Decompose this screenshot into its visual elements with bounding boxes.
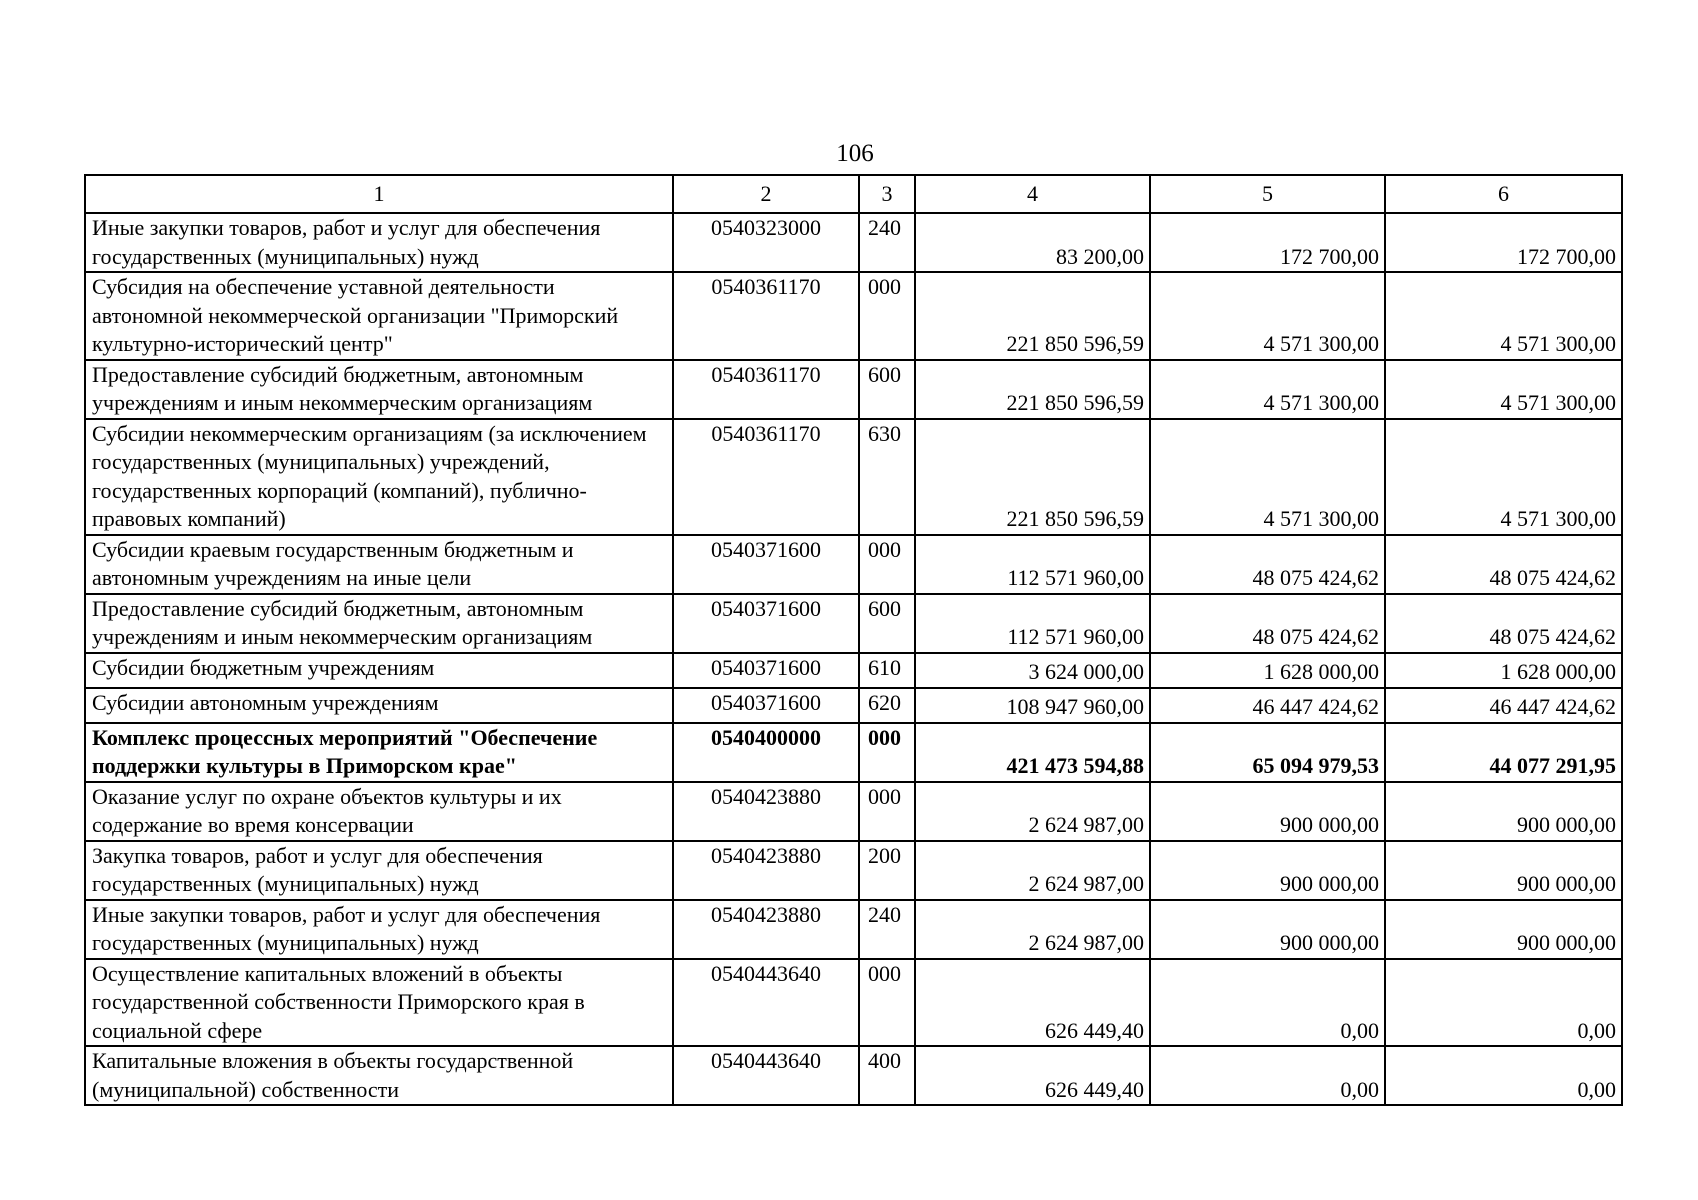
column-header: 3 (859, 175, 915, 213)
row-amount-5-cell: 1 628 000,00 (1150, 653, 1385, 688)
row-group-cell: 000 (859, 782, 915, 841)
row-name-cell: Субсидии бюджетным учреждениям (85, 653, 673, 688)
row-amount-6-cell: 48 075 424,62 (1385, 535, 1622, 594)
row-code-cell: 0540423880 (673, 841, 859, 900)
table-row (85, 841, 1622, 900)
row-code-cell: 0540361170 (673, 419, 859, 535)
column-header: 6 (1385, 175, 1622, 213)
column-header: 4 (915, 175, 1150, 213)
table-row (85, 594, 1622, 653)
row-name-cell: Субсидии автономным учреждениям (85, 688, 673, 723)
row-code-cell: 0540443640 (673, 1046, 859, 1105)
row-code-cell: 0540371600 (673, 653, 859, 688)
row-amount-6-cell: 4 571 300,00 (1385, 360, 1622, 419)
row-group-cell: 000 (859, 959, 915, 1047)
row-amount-6-cell: 1 628 000,00 (1385, 653, 1622, 688)
table-row (85, 360, 1622, 419)
table-row (85, 1046, 1622, 1105)
row-group-cell: 620 (859, 688, 915, 723)
row-code-cell: 0540400000 (673, 723, 859, 782)
table-row (85, 213, 1622, 272)
row-amount-6-cell: 0,00 (1385, 1046, 1622, 1105)
row-code-cell: 0540323000 (673, 213, 859, 272)
row-amount-4-cell: 2 624 987,00 (915, 841, 1150, 900)
row-group-cell: 240 (859, 213, 915, 272)
row-amount-4-cell: 626 449,40 (915, 1046, 1150, 1105)
row-amount-4-cell: 626 449,40 (915, 959, 1150, 1047)
row-code-cell: 0540371600 (673, 535, 859, 594)
row-amount-6-cell: 900 000,00 (1385, 900, 1622, 959)
column-header: 2 (673, 175, 859, 213)
table-row (85, 900, 1622, 959)
row-amount-5-cell: 4 571 300,00 (1150, 419, 1385, 535)
row-group-cell: 000 (859, 723, 915, 782)
row-group-cell: 200 (859, 841, 915, 900)
row-name-cell: Оказание услуг по охране объектов культуры и их содержание во время консервации (85, 782, 673, 841)
row-amount-4-cell: 2 624 987,00 (915, 782, 1150, 841)
row-code-cell: 0540361170 (673, 272, 859, 360)
row-code-cell: 0540423880 (673, 900, 859, 959)
column-header: 5 (1150, 175, 1385, 213)
row-code-cell: 0540443640 (673, 959, 859, 1047)
row-name-cell: Субсидия на обеспечение уставной деятельности автономной некоммерческой организации "Приморский культурно-исторический центр" (85, 272, 673, 360)
row-amount-6-cell: 172 700,00 (1385, 213, 1622, 272)
row-group-cell: 630 (859, 419, 915, 535)
row-name-cell: Осуществление капитальных вложений в объекты государственной собственности Приморского края в социальной сфере (85, 959, 673, 1047)
row-group-cell: 000 (859, 272, 915, 360)
row-name-cell: Капитальные вложения в объекты государственной (муниципальной) собственности (85, 1046, 673, 1105)
row-name-cell: Закупка товаров, работ и услуг для обеспечения государственных (муниципальных) нужд (85, 841, 673, 900)
row-amount-4-cell: 221 850 596,59 (915, 419, 1150, 535)
column-header: 1 (85, 175, 673, 213)
row-amount-6-cell: 4 571 300,00 (1385, 272, 1622, 360)
row-amount-5-cell: 4 571 300,00 (1150, 272, 1385, 360)
row-group-cell: 600 (859, 594, 915, 653)
row-amount-4-cell: 221 850 596,59 (915, 272, 1150, 360)
row-code-cell: 0540371600 (673, 688, 859, 723)
row-amount-5-cell: 48 075 424,62 (1150, 535, 1385, 594)
row-amount-4-cell: 112 571 960,00 (915, 594, 1150, 653)
row-amount-4-cell: 421 473 594,88 (915, 723, 1150, 782)
row-amount-5-cell: 0,00 (1150, 1046, 1385, 1105)
row-amount-5-cell: 65 094 979,53 (1150, 723, 1385, 782)
row-amount-5-cell: 172 700,00 (1150, 213, 1385, 272)
row-name-cell: Субсидии некоммерческим организациям (за исключением государственных (муниципальных) учреждений, государственных корпораций (компаний), публично-правовых компаний) (85, 419, 673, 535)
row-amount-5-cell: 46 447 424,62 (1150, 688, 1385, 723)
row-amount-4-cell: 3 624 000,00 (915, 653, 1150, 688)
row-code-cell: 0540371600 (673, 594, 859, 653)
row-amount-6-cell: 46 447 424,62 (1385, 688, 1622, 723)
row-amount-4-cell: 83 200,00 (915, 213, 1150, 272)
row-amount-6-cell: 0,00 (1385, 959, 1622, 1047)
row-amount-5-cell: 0,00 (1150, 959, 1385, 1047)
row-amount-5-cell: 4 571 300,00 (1150, 360, 1385, 419)
row-group-cell: 610 (859, 653, 915, 688)
row-amount-6-cell: 4 571 300,00 (1385, 419, 1622, 535)
row-group-cell: 600 (859, 360, 915, 419)
row-name-cell: Иные закупки товаров, работ и услуг для обеспечения государственных (муниципальных) нужд (85, 213, 673, 272)
row-amount-6-cell: 900 000,00 (1385, 841, 1622, 900)
row-amount-4-cell: 221 850 596,59 (915, 360, 1150, 419)
page-number: 106 (836, 140, 874, 167)
table-row (85, 782, 1622, 841)
table-row (85, 419, 1622, 535)
row-amount-4-cell: 108 947 960,00 (915, 688, 1150, 723)
table-row (85, 688, 1622, 723)
row-name-cell: Предоставление субсидий бюджетным, автономным учреждениям и иным некоммерческим организациям (85, 360, 673, 419)
row-amount-5-cell: 900 000,00 (1150, 782, 1385, 841)
row-group-cell: 400 (859, 1046, 915, 1105)
row-amount-5-cell: 900 000,00 (1150, 841, 1385, 900)
table-row (85, 272, 1622, 360)
row-name-cell: Предоставление субсидий бюджетным, автономным учреждениям и иным некоммерческим организациям (85, 594, 673, 653)
row-amount-5-cell: 900 000,00 (1150, 900, 1385, 959)
table-row (85, 653, 1622, 688)
row-amount-4-cell: 2 624 987,00 (915, 900, 1150, 959)
row-name-cell: Субсидии краевым государственным бюджетным и автономным учреждениям на иные цели (85, 535, 673, 594)
row-amount-6-cell: 900 000,00 (1385, 782, 1622, 841)
table-row (85, 959, 1622, 1047)
row-code-cell: 0540361170 (673, 360, 859, 419)
row-amount-6-cell: 48 075 424,62 (1385, 594, 1622, 653)
table-row (85, 723, 1622, 782)
table-header-row (85, 175, 1622, 213)
row-name-cell: Комплекс процессных мероприятий "Обеспечение поддержки культуры в Приморском крае" (85, 723, 673, 782)
row-group-cell: 240 (859, 900, 915, 959)
table-row (85, 535, 1622, 594)
row-name-cell: Иные закупки товаров, работ и услуг для обеспечения государственных (муниципальных) нужд (85, 900, 673, 959)
row-amount-4-cell: 112 571 960,00 (915, 535, 1150, 594)
row-code-cell: 0540423880 (673, 782, 859, 841)
budget-table (84, 174, 1623, 1106)
row-amount-5-cell: 48 075 424,62 (1150, 594, 1385, 653)
row-group-cell: 000 (859, 535, 915, 594)
row-amount-6-cell: 44 077 291,95 (1385, 723, 1622, 782)
